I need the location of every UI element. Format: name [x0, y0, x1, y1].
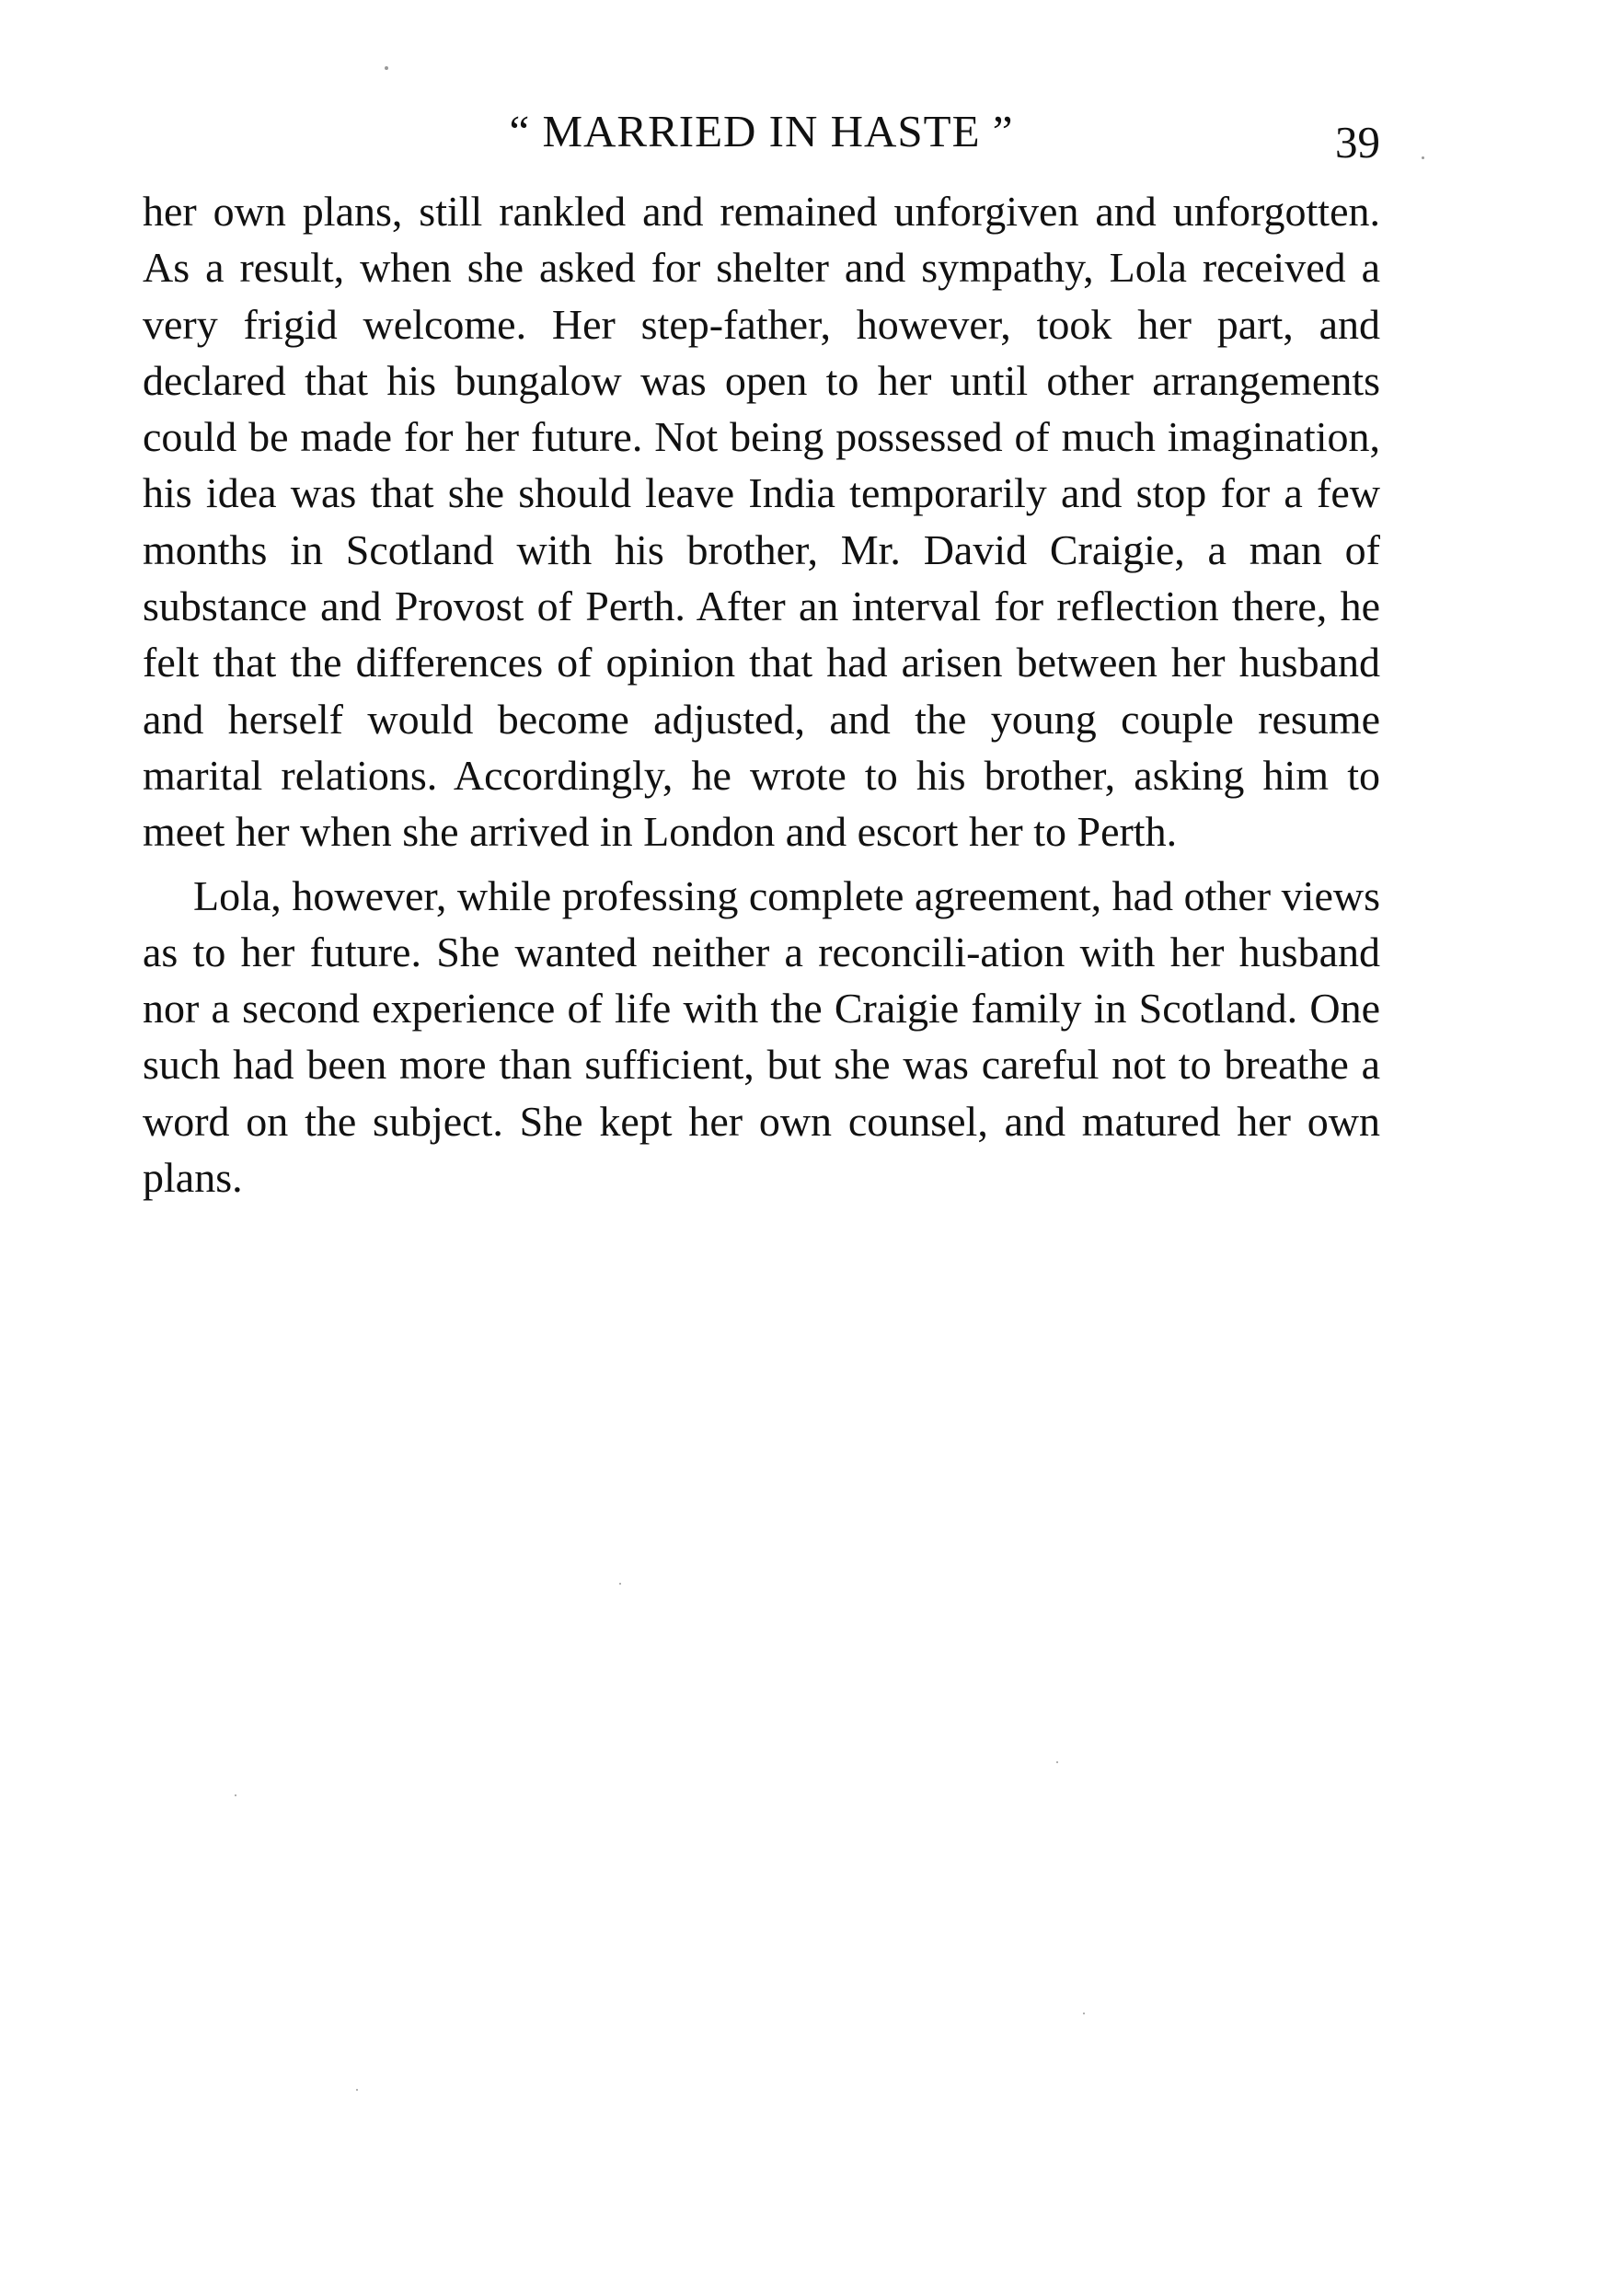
page-number: 39	[1335, 117, 1380, 167]
paper-speck	[385, 66, 388, 70]
paragraph: Lola, however, while professing complete agreement, had other views as to her future. She wanted neither a reconcili-ation with her husband nor a second experience of life with the Craigie family in Scotland. One such had been more than sufficient, but she was careful not to breathe a word on the subject. She kept her own counsel, and matured her own plans.	[143, 871, 1380, 1202]
running-head	[143, 99, 1380, 167]
running-title: “ MARRIED IN HASTE ”	[509, 106, 1014, 156]
paper-speck	[356, 2089, 358, 2091]
paper-speck	[619, 1583, 621, 1585]
paragraph: her own plans, still rankled and remained unforgiven and unforgotten. As a result, when she asked for shelter and sympathy, Lola received a very frigid welcome. Her step-father, however, took her part, and declared that his bungalow was open to her until other arrangements could be made for her future. Not being possessed of much imagination, his idea was that she should leave India temporarily and stop for a few months in Scotland with his brother, Mr. David Craigie, a man of substance and Provost of Perth. After an interval for reflection there, he felt that the differences of opinion that had arisen between her husband and herself would become adjusted, and the young couple resume marital relations. Accordingly, he wrote to his brother, asking him to meet her when she arrived in London and escort her to Perth.	[143, 188, 1380, 856]
paper-speck	[235, 1794, 236, 1796]
body-text	[143, 183, 1380, 1205]
paper-speck	[1422, 156, 1424, 159]
paper-speck	[1083, 2013, 1085, 2014]
paper-speck	[1056, 1761, 1058, 1763]
